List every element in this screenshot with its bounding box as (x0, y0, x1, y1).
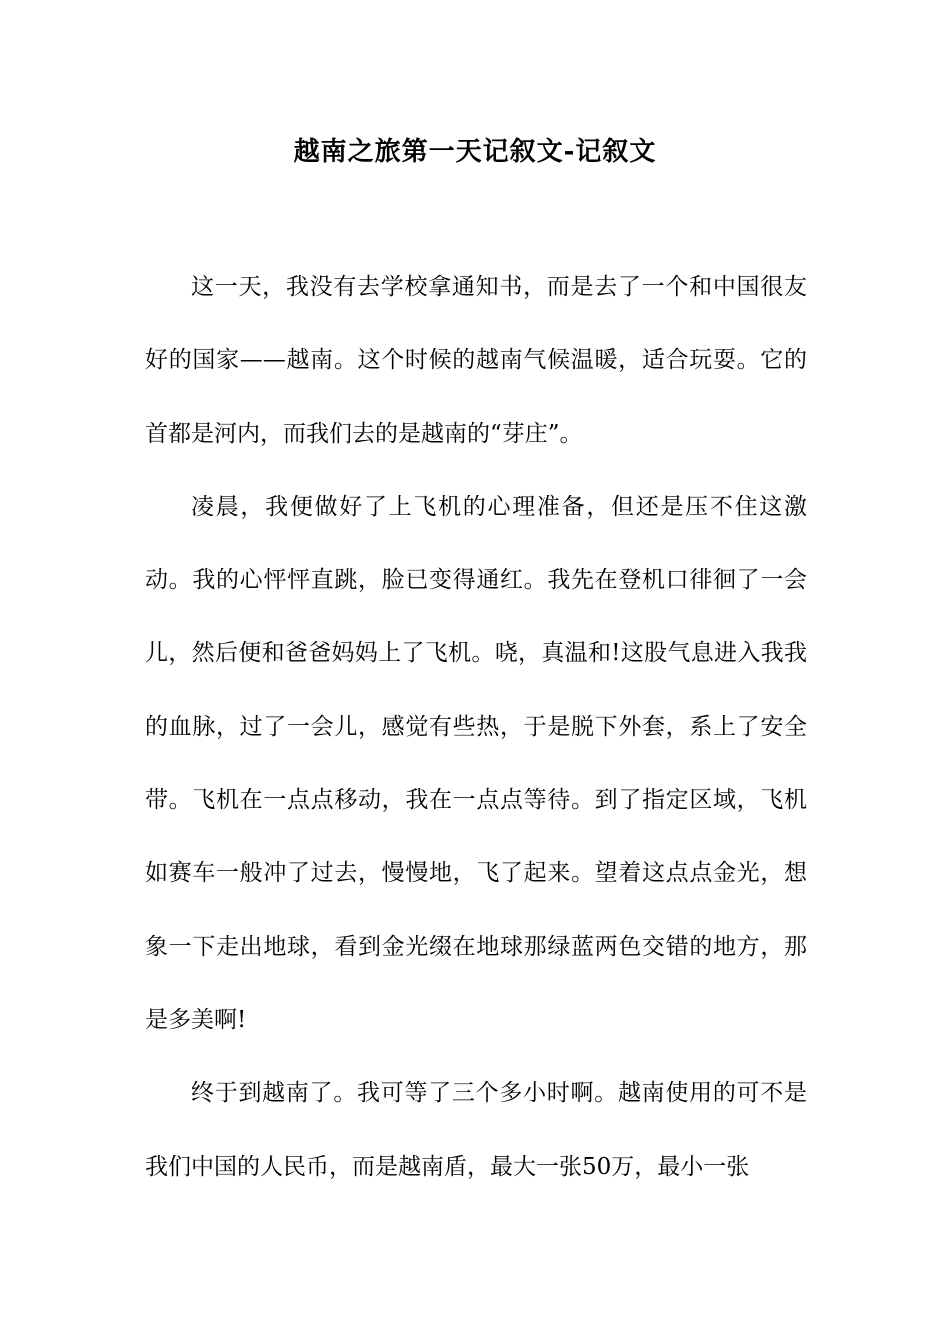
paragraph-3: 终于到越南了。我可等了三个多小时啊。越南使用的可不是我们中国的人民币，而是越南盾，最大一张50万，最小一张 (145, 1080, 807, 1180)
document-body (145, 251, 807, 1204)
paragraph-2: 凌晨，我便做好了上飞机的心理准备，但还是压不住这激动。我的心怦怦直跳，脸已变得通红。我先在登机口徘徊了一会儿，然后便和爸爸妈妈上了飞机。哓，真温和!这股气息进入我我的血脉，过了一会儿，感觉有些热，于是脱下外套，系上了安全带。飞机在一点点移动，我在一点点等待。到了指定区域，飞机如赛车一般冲了过去，慢慢地，飞了起来。望着这点点金光，想象一下走出地球，看到金光缀在地球那绿蓝两色交错的地方，那是多美啊! (145, 493, 807, 1033)
paragraph-1: 这一天，我没有去学校拿通知书，而是去了一个和中国很友好的国家——越南。这个时候的越南气候温暖，适合玩耍。它的首都是河内，而我们去的是越南的“芽庄”。 (145, 274, 807, 447)
document-title: 越南之旅第一天记叙文-记叙文 (293, 137, 657, 167)
